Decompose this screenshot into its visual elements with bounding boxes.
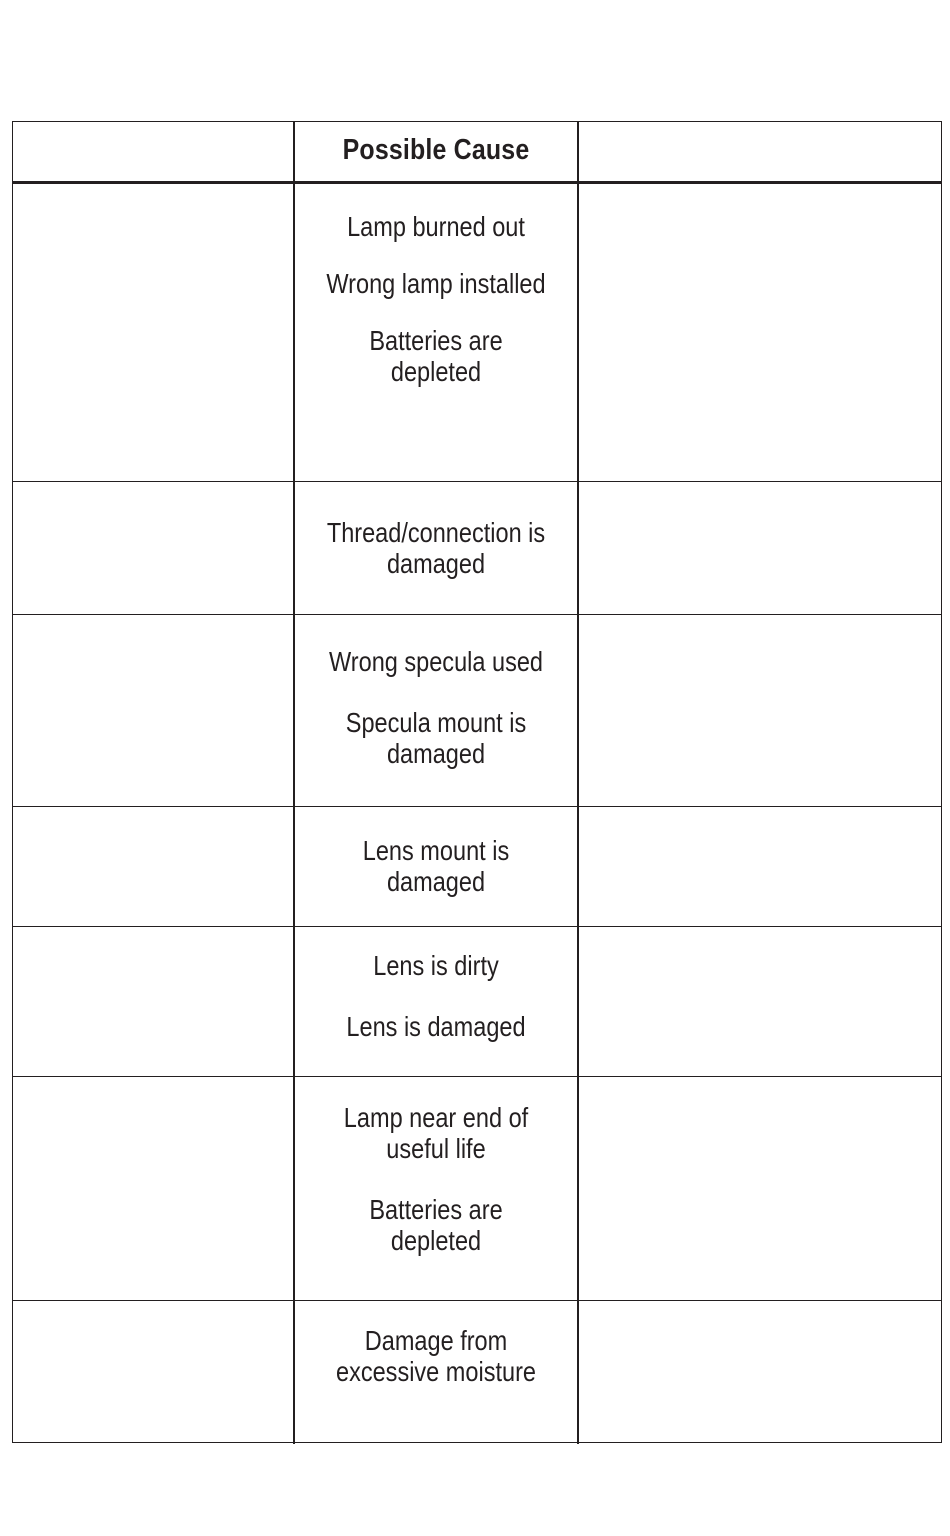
row-cell-left [13, 807, 293, 926]
row-cell-causes [293, 482, 579, 614]
table-row [13, 482, 941, 615]
cause-item: Specula mount is damaged [345, 707, 527, 769]
cause-item: Wrong specula used [329, 646, 543, 677]
row-cell-left [13, 615, 293, 806]
header-cell-right [579, 122, 941, 181]
cause-item: Lens mount is damaged [362, 835, 510, 897]
row-cell-right [579, 807, 941, 926]
table-row [13, 1077, 941, 1301]
row-cell-right [579, 1301, 941, 1444]
cause-item: Damage from excessive moisture [336, 1325, 536, 1387]
row-cell-right [579, 184, 941, 481]
row-cell-right [579, 615, 941, 806]
cause-item: Lamp burned out [347, 211, 525, 242]
row-cell-causes [293, 927, 579, 1076]
header-cell-possible-cause [293, 122, 579, 181]
table-row [13, 927, 941, 1077]
cause-item: Wrong lamp installed [326, 268, 546, 299]
row-cell-right [579, 1077, 941, 1300]
table-row [13, 184, 941, 482]
cause-item: Lamp near end of useful life [343, 1102, 529, 1164]
cause-item: Batteries are depleted [369, 1194, 503, 1256]
row-cell-right [579, 927, 941, 1076]
cause-item: Lens is damaged [346, 1011, 526, 1042]
troubleshooting-table [12, 121, 942, 1443]
cause-list [301, 950, 571, 1042]
cause-list [301, 1325, 571, 1387]
row-cell-left [13, 1301, 293, 1444]
row-cell-causes [293, 1077, 579, 1300]
row-cell-left [13, 184, 293, 481]
cause-item: Batteries are depleted [369, 325, 503, 387]
cause-item: Thread/connection is damaged [326, 517, 546, 579]
possible-cause-heading: Possible Cause [342, 134, 530, 166]
cause-item: Lens is dirty [373, 950, 499, 981]
table-row [13, 807, 941, 927]
row-cell-left [13, 482, 293, 614]
row-cell-causes [293, 807, 579, 926]
row-cell-causes [293, 1301, 579, 1444]
row-cell-causes [293, 615, 579, 806]
table-header-row [13, 122, 941, 184]
cause-list [301, 1102, 571, 1256]
cause-list [301, 211, 571, 387]
cause-list [301, 835, 571, 897]
row-cell-causes [293, 184, 579, 481]
header-cell-left [13, 122, 293, 181]
row-cell-left [13, 1077, 293, 1300]
row-cell-right [579, 482, 941, 614]
cause-list [301, 517, 571, 579]
table-row [13, 615, 941, 807]
cause-list [301, 646, 571, 769]
table-row [13, 1301, 941, 1444]
row-cell-left [13, 927, 293, 1076]
